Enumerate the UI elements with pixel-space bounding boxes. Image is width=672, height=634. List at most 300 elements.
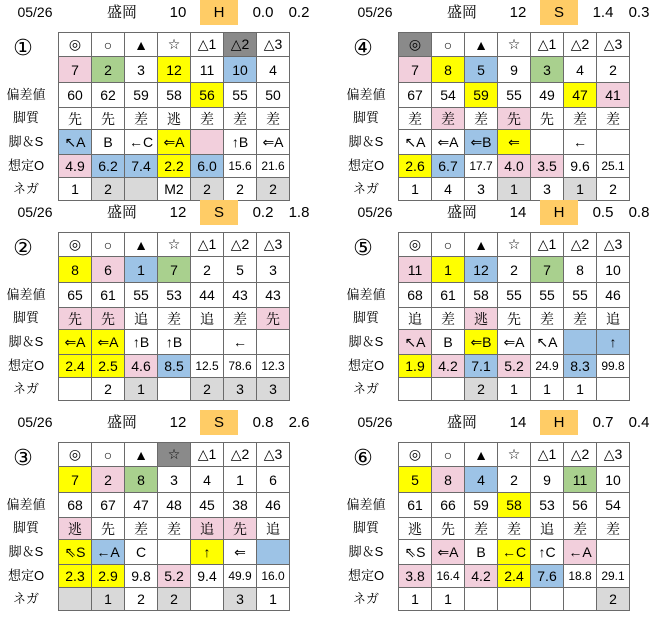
grid-cell: 7 bbox=[158, 257, 191, 283]
grid-cell: 9 bbox=[498, 57, 531, 83]
grid-row bbox=[59, 33, 290, 57]
prediction-grid bbox=[58, 442, 290, 611]
grid-cell: 差 bbox=[125, 108, 158, 130]
grid-cell: 6.0 bbox=[191, 155, 224, 178]
grid-cell: 44 bbox=[191, 283, 224, 308]
grid-row bbox=[59, 518, 290, 540]
grid-cell: 先 bbox=[92, 518, 125, 540]
pace-badge: H bbox=[200, 0, 238, 25]
grid-cell: 65 bbox=[59, 283, 92, 308]
grid-cell: 4 bbox=[564, 57, 597, 83]
grid-cell: 2 bbox=[191, 178, 224, 201]
track-name: 盛岡 bbox=[446, 204, 477, 221]
grid-cell: 差 bbox=[498, 518, 531, 540]
grid-cell: ↖A bbox=[399, 130, 432, 155]
grid-cell: ⇐A bbox=[498, 330, 531, 355]
grid-cell: 50 bbox=[257, 83, 290, 108]
grid-cell: 差 bbox=[432, 108, 465, 130]
race-date: 05/26 bbox=[17, 204, 53, 220]
grid-cell: △3 bbox=[597, 233, 630, 257]
grid-cell: 3 bbox=[257, 378, 290, 401]
row-label: ネガ bbox=[12, 181, 39, 196]
grid-cell: 7 bbox=[59, 467, 92, 493]
grid-cell: ← bbox=[224, 330, 257, 355]
grid-cell: 3 bbox=[531, 57, 564, 83]
grid-cell: ☆ bbox=[498, 33, 531, 57]
grid-cell: 1 bbox=[59, 178, 92, 201]
grid-cell: ◎ bbox=[59, 233, 92, 257]
grid-cell bbox=[257, 540, 290, 565]
grid-cell: 46 bbox=[257, 493, 290, 518]
grid-row bbox=[399, 443, 630, 467]
grid-cell: 59 bbox=[465, 493, 498, 518]
grid-cell: 1.9 bbox=[399, 355, 432, 378]
grid-cell: ⇖S bbox=[59, 540, 92, 565]
grid-row bbox=[399, 257, 630, 283]
grid-cell: ⇐A bbox=[432, 540, 465, 565]
race-number: 12 bbox=[169, 414, 187, 431]
grid-cell: 先 bbox=[92, 308, 125, 330]
grid-cell: 7 bbox=[531, 257, 564, 283]
row-label: 脚質 bbox=[12, 310, 39, 325]
value-2: 1.8 bbox=[288, 204, 310, 221]
grid-cell: 61 bbox=[399, 493, 432, 518]
grid-cell: 4 bbox=[257, 57, 290, 83]
grid-cell: 68 bbox=[399, 283, 432, 308]
row-label: 偏差値 bbox=[6, 287, 46, 302]
value-1: 0.2 bbox=[252, 204, 274, 221]
grid-row bbox=[59, 178, 290, 201]
grid-cell: 2.6 bbox=[399, 155, 432, 178]
row-label: 想定O bbox=[7, 568, 45, 583]
grid-cell bbox=[564, 588, 597, 611]
grid-row bbox=[399, 155, 630, 178]
grid-cell: ↖A bbox=[59, 130, 92, 155]
grid-cell: ↑ bbox=[597, 330, 630, 355]
prediction-panel bbox=[340, 410, 672, 610]
grid-cell: 逃 bbox=[158, 108, 191, 130]
row-label: ネガ bbox=[352, 591, 379, 606]
grid-cell: 8 bbox=[432, 467, 465, 493]
row-label: ネガ bbox=[352, 381, 379, 396]
grid-cell: 45 bbox=[191, 493, 224, 518]
grid-cell: M2 bbox=[158, 178, 191, 201]
grid-cell: 差 bbox=[531, 308, 564, 330]
grid-cell: 4.9 bbox=[59, 155, 92, 178]
grid-cell: ○ bbox=[432, 33, 465, 57]
grid-cell: 3 bbox=[465, 178, 498, 201]
grid-cell: ○ bbox=[92, 233, 125, 257]
row-label: 脚＆S bbox=[348, 334, 384, 349]
grid-cell bbox=[59, 588, 92, 611]
grid-cell: 8 bbox=[564, 257, 597, 283]
panel-header bbox=[0, 200, 332, 225]
grid-row bbox=[59, 155, 290, 178]
row-label: ネガ bbox=[12, 381, 39, 396]
value-1: 0.8 bbox=[252, 414, 274, 431]
grid-cell: ⇐A bbox=[158, 130, 191, 155]
grid-cell: 5 bbox=[399, 467, 432, 493]
grid-cell: ⇐B bbox=[465, 130, 498, 155]
grid-cell: 2 bbox=[498, 467, 531, 493]
grid-cell: 59 bbox=[465, 83, 498, 108]
race-number: 10 bbox=[169, 4, 187, 21]
grid-cell: ↑B bbox=[125, 330, 158, 355]
grid-cell: 3 bbox=[224, 378, 257, 401]
grid-cell: 2.4 bbox=[498, 565, 531, 588]
grid-cell: 10 bbox=[597, 257, 630, 283]
grid-row bbox=[399, 283, 630, 308]
row-label: 脚質 bbox=[352, 520, 379, 535]
race-date: 05/26 bbox=[357, 204, 393, 220]
grid-cell: 2 bbox=[465, 378, 498, 401]
grid-cell: ↑B bbox=[224, 130, 257, 155]
grid-cell: 66 bbox=[432, 493, 465, 518]
grid-cell: 1 bbox=[564, 378, 597, 401]
grid-cell bbox=[191, 330, 224, 355]
grid-cell: △2 bbox=[224, 443, 257, 467]
grid-cell bbox=[158, 540, 191, 565]
grid-cell: 先 bbox=[92, 108, 125, 130]
grid-cell bbox=[191, 130, 224, 155]
track-name: 盛岡 bbox=[446, 4, 477, 21]
grid-cell: 58 bbox=[158, 83, 191, 108]
grid-cell: 68 bbox=[59, 493, 92, 518]
panel-header bbox=[0, 0, 332, 25]
prediction-grid bbox=[58, 32, 290, 201]
grid-cell: 2 bbox=[257, 178, 290, 201]
grid-cell: 4.6 bbox=[125, 355, 158, 378]
panel-number: ① bbox=[13, 35, 33, 60]
grid-cell: 追 bbox=[125, 308, 158, 330]
row-label: ネガ bbox=[12, 591, 39, 606]
grid-cell: ▲ bbox=[125, 443, 158, 467]
grid-cell: △3 bbox=[597, 443, 630, 467]
grid-cell: 2.5 bbox=[92, 355, 125, 378]
grid-cell: 差 bbox=[564, 518, 597, 540]
grid-cell: 先 bbox=[257, 308, 290, 330]
grid-row bbox=[399, 83, 630, 108]
grid-cell: 16.4 bbox=[432, 565, 465, 588]
grid-row bbox=[59, 257, 290, 283]
grid-cell: 8 bbox=[432, 57, 465, 83]
grid-cell: 67 bbox=[399, 83, 432, 108]
grid-cell: 48 bbox=[158, 493, 191, 518]
grid-cell: 1 bbox=[564, 178, 597, 201]
grid-cell: 差 bbox=[224, 308, 257, 330]
grid-cell: 8.5 bbox=[158, 355, 191, 378]
grid-row bbox=[59, 540, 290, 565]
grid-cell: △1 bbox=[191, 443, 224, 467]
grid-cell: 先 bbox=[531, 108, 564, 130]
grid-cell: 67 bbox=[92, 493, 125, 518]
grid-cell: 61 bbox=[92, 283, 125, 308]
grid-cell: 差 bbox=[158, 518, 191, 540]
grid-cell: 60 bbox=[59, 83, 92, 108]
grid-cell: 11 bbox=[191, 57, 224, 83]
grid-cell bbox=[597, 540, 630, 565]
grid-cell: 46 bbox=[597, 283, 630, 308]
race-date: 05/26 bbox=[17, 4, 53, 20]
grid-row bbox=[399, 308, 630, 330]
grid-cell bbox=[564, 330, 597, 355]
prediction-panel bbox=[0, 0, 332, 200]
grid-cell: 先 bbox=[498, 108, 531, 130]
grid-cell: 38 bbox=[224, 493, 257, 518]
grid-cell: 43 bbox=[224, 283, 257, 308]
grid-cell: 先 bbox=[59, 308, 92, 330]
grid-cell: △1 bbox=[191, 233, 224, 257]
grid-cell: 5.2 bbox=[498, 355, 531, 378]
grid-cell: ⇐A bbox=[92, 330, 125, 355]
grid-cell bbox=[191, 588, 224, 611]
grid-row bbox=[59, 378, 290, 401]
grid-cell: 6 bbox=[92, 257, 125, 283]
row-label: 脚＆S bbox=[8, 544, 44, 559]
grid-cell: 1 bbox=[125, 378, 158, 401]
grid-cell: 62 bbox=[92, 83, 125, 108]
value-1: 0.7 bbox=[592, 414, 614, 431]
grid-cell: 先 bbox=[432, 518, 465, 540]
prediction-grid bbox=[58, 232, 290, 401]
grid-cell: ⇖S bbox=[399, 540, 432, 565]
grid-cell bbox=[257, 330, 290, 355]
grid-cell: △2 bbox=[564, 33, 597, 57]
grid-cell: 6 bbox=[257, 467, 290, 493]
panel-header bbox=[340, 0, 672, 25]
grid-row bbox=[59, 355, 290, 378]
grid-cell: △1 bbox=[191, 33, 224, 57]
grid-cell: ↖A bbox=[531, 330, 564, 355]
grid-row bbox=[399, 108, 630, 130]
grid-cell: 差 bbox=[432, 308, 465, 330]
grid-cell: 2 bbox=[597, 178, 630, 201]
prediction-panel bbox=[0, 200, 332, 400]
grid-cell: 2 bbox=[191, 257, 224, 283]
grid-cell: 2.9 bbox=[92, 565, 125, 588]
grid-cell: 12 bbox=[465, 257, 498, 283]
grid-cell: 差 bbox=[257, 108, 290, 130]
grid-cell: 54 bbox=[432, 83, 465, 108]
panel-number: ⑥ bbox=[353, 445, 373, 470]
row-label: 脚＆S bbox=[348, 134, 384, 149]
grid-cell: 5.2 bbox=[158, 565, 191, 588]
row-label: 想定O bbox=[347, 568, 385, 583]
value-1: 0.5 bbox=[592, 204, 614, 221]
grid-cell: △3 bbox=[257, 233, 290, 257]
grid-row bbox=[59, 330, 290, 355]
grid-cell: 9.6 bbox=[564, 155, 597, 178]
row-label: 脚質 bbox=[352, 310, 379, 325]
grid-cell: 1 bbox=[432, 588, 465, 611]
row-label: 想定O bbox=[347, 358, 385, 373]
grid-cell bbox=[125, 178, 158, 201]
grid-cell: 49 bbox=[531, 83, 564, 108]
grid-cell: ↑B bbox=[158, 330, 191, 355]
value-2: 0.2 bbox=[288, 4, 310, 21]
value-2: 0.3 bbox=[628, 4, 650, 21]
grid-cell: 2.2 bbox=[158, 155, 191, 178]
grid-cell: 追 bbox=[531, 518, 564, 540]
grid-row bbox=[59, 283, 290, 308]
prediction-grid bbox=[398, 232, 630, 401]
grid-cell: ⇐ bbox=[498, 130, 531, 155]
grid-cell: ○ bbox=[92, 443, 125, 467]
grid-cell: ◎ bbox=[399, 33, 432, 57]
grid-cell: 12.3 bbox=[257, 355, 290, 378]
grid-cell: 21.6 bbox=[257, 155, 290, 178]
grid-cell: 7 bbox=[59, 57, 92, 83]
grid-cell: 16.0 bbox=[257, 565, 290, 588]
grid-cell: ←C bbox=[125, 130, 158, 155]
grid-cell: 2 bbox=[125, 588, 158, 611]
value-1: 1.4 bbox=[592, 4, 614, 21]
grid-cell: 差 bbox=[597, 108, 630, 130]
grid-row bbox=[399, 588, 630, 611]
grid-cell bbox=[399, 378, 432, 401]
grid-cell: ←A bbox=[92, 540, 125, 565]
grid-cell: 53 bbox=[531, 493, 564, 518]
grid-cell: 43 bbox=[257, 283, 290, 308]
value-2: 2.6 bbox=[288, 414, 310, 431]
grid-row bbox=[399, 540, 630, 565]
grid-cell: 25.1 bbox=[597, 155, 630, 178]
grid-cell bbox=[498, 588, 531, 611]
grid-cell: 差 bbox=[465, 518, 498, 540]
grid-row bbox=[399, 57, 630, 83]
grid-cell: 7.4 bbox=[125, 155, 158, 178]
grid-cell: 2 bbox=[158, 588, 191, 611]
grid-cell: 3 bbox=[257, 257, 290, 283]
grid-row bbox=[59, 83, 290, 108]
row-label: 偏差値 bbox=[346, 87, 386, 102]
grid-cell: 53 bbox=[158, 283, 191, 308]
grid-cell: △1 bbox=[531, 33, 564, 57]
grid-cell: 61 bbox=[432, 283, 465, 308]
grid-cell: 差 bbox=[564, 308, 597, 330]
grid-row bbox=[399, 493, 630, 518]
row-label: 想定O bbox=[347, 158, 385, 173]
race-number: 14 bbox=[509, 204, 527, 221]
grid-cell: ↖A bbox=[399, 330, 432, 355]
grid-cell: 47 bbox=[125, 493, 158, 518]
grid-cell: 先 bbox=[59, 108, 92, 130]
grid-cell: 5 bbox=[224, 257, 257, 283]
grid-cell: 1 bbox=[498, 178, 531, 201]
row-label: 偏差値 bbox=[346, 497, 386, 512]
prediction-grid bbox=[398, 442, 630, 611]
prediction-panel bbox=[340, 0, 672, 200]
grid-cell: 追 bbox=[257, 518, 290, 540]
grid-cell: ← bbox=[564, 130, 597, 155]
grid-cell: 78.6 bbox=[224, 355, 257, 378]
grid-cell bbox=[597, 378, 630, 401]
grid-row bbox=[399, 33, 630, 57]
row-label: ネガ bbox=[352, 181, 379, 196]
grid-row bbox=[59, 565, 290, 588]
grid-cell: 49.9 bbox=[224, 565, 257, 588]
grid-cell: 8.3 bbox=[564, 355, 597, 378]
grid-cell: ○ bbox=[92, 33, 125, 57]
grid-cell: B bbox=[92, 130, 125, 155]
grid-cell: 99.8 bbox=[597, 355, 630, 378]
grid-cell: 1 bbox=[399, 178, 432, 201]
grid-cell: 3 bbox=[224, 588, 257, 611]
track-name: 盛岡 bbox=[106, 204, 137, 221]
grid-cell: 4 bbox=[191, 467, 224, 493]
prediction-grid bbox=[398, 32, 630, 201]
row-label: 脚＆S bbox=[348, 544, 384, 559]
grid-cell: B bbox=[465, 540, 498, 565]
grid-cell: 逃 bbox=[399, 518, 432, 540]
grid-cell: 差 bbox=[191, 108, 224, 130]
grid-row bbox=[399, 233, 630, 257]
pace-badge: S bbox=[540, 0, 578, 25]
grid-cell: 24.9 bbox=[531, 355, 564, 378]
grid-cell bbox=[158, 378, 191, 401]
grid-cell: 12.5 bbox=[191, 355, 224, 378]
row-label: 想定O bbox=[7, 358, 45, 373]
row-label: 偏差値 bbox=[6, 87, 46, 102]
grid-cell: 2 bbox=[92, 57, 125, 83]
grid-cell: 8 bbox=[59, 257, 92, 283]
value-2: 0.8 bbox=[628, 204, 650, 221]
grid-cell: 56 bbox=[564, 493, 597, 518]
grid-cell: 先 bbox=[498, 308, 531, 330]
panel-number: ⑤ bbox=[353, 235, 373, 260]
grid-cell: 7 bbox=[399, 57, 432, 83]
grid-cell: C bbox=[125, 540, 158, 565]
grid-row bbox=[399, 330, 630, 355]
row-label: 偏差値 bbox=[6, 497, 46, 512]
track-name: 盛岡 bbox=[446, 414, 477, 431]
grid-cell: 1 bbox=[399, 588, 432, 611]
pace-badge: S bbox=[200, 410, 238, 435]
grid-cell: ▲ bbox=[465, 443, 498, 467]
track-name: 盛岡 bbox=[106, 414, 137, 431]
grid-cell: ○ bbox=[432, 233, 465, 257]
grid-cell: 58 bbox=[498, 493, 531, 518]
grid-cell: 差 bbox=[465, 108, 498, 130]
grid-cell: 15.6 bbox=[224, 155, 257, 178]
grid-cell: 逃 bbox=[465, 308, 498, 330]
grid-cell: △3 bbox=[257, 443, 290, 467]
grid-cell: 2.3 bbox=[59, 565, 92, 588]
grid-cell bbox=[531, 130, 564, 155]
pace-badge: H bbox=[540, 410, 578, 435]
panel-number: ② bbox=[13, 235, 33, 260]
grid-cell: △3 bbox=[597, 33, 630, 57]
grid-row bbox=[399, 565, 630, 588]
grid-cell: 54 bbox=[597, 493, 630, 518]
grid-cell: 4 bbox=[465, 467, 498, 493]
grid-cell: 2 bbox=[597, 588, 630, 611]
grid-cell: ↑ bbox=[191, 540, 224, 565]
grid-cell: △2 bbox=[224, 233, 257, 257]
panel-header bbox=[0, 410, 332, 435]
grid-row bbox=[59, 108, 290, 130]
grid-cell: 1 bbox=[224, 467, 257, 493]
grid-cell: 2 bbox=[224, 178, 257, 201]
grid-cell: 2 bbox=[92, 178, 125, 201]
panel-number: ③ bbox=[13, 445, 33, 470]
grid-cell: ⇐A bbox=[432, 130, 465, 155]
grid-cell bbox=[465, 588, 498, 611]
grid-cell: 10 bbox=[224, 57, 257, 83]
grid-row bbox=[59, 588, 290, 611]
grid-cell: 2.4 bbox=[59, 355, 92, 378]
grid-cell: 55 bbox=[498, 83, 531, 108]
